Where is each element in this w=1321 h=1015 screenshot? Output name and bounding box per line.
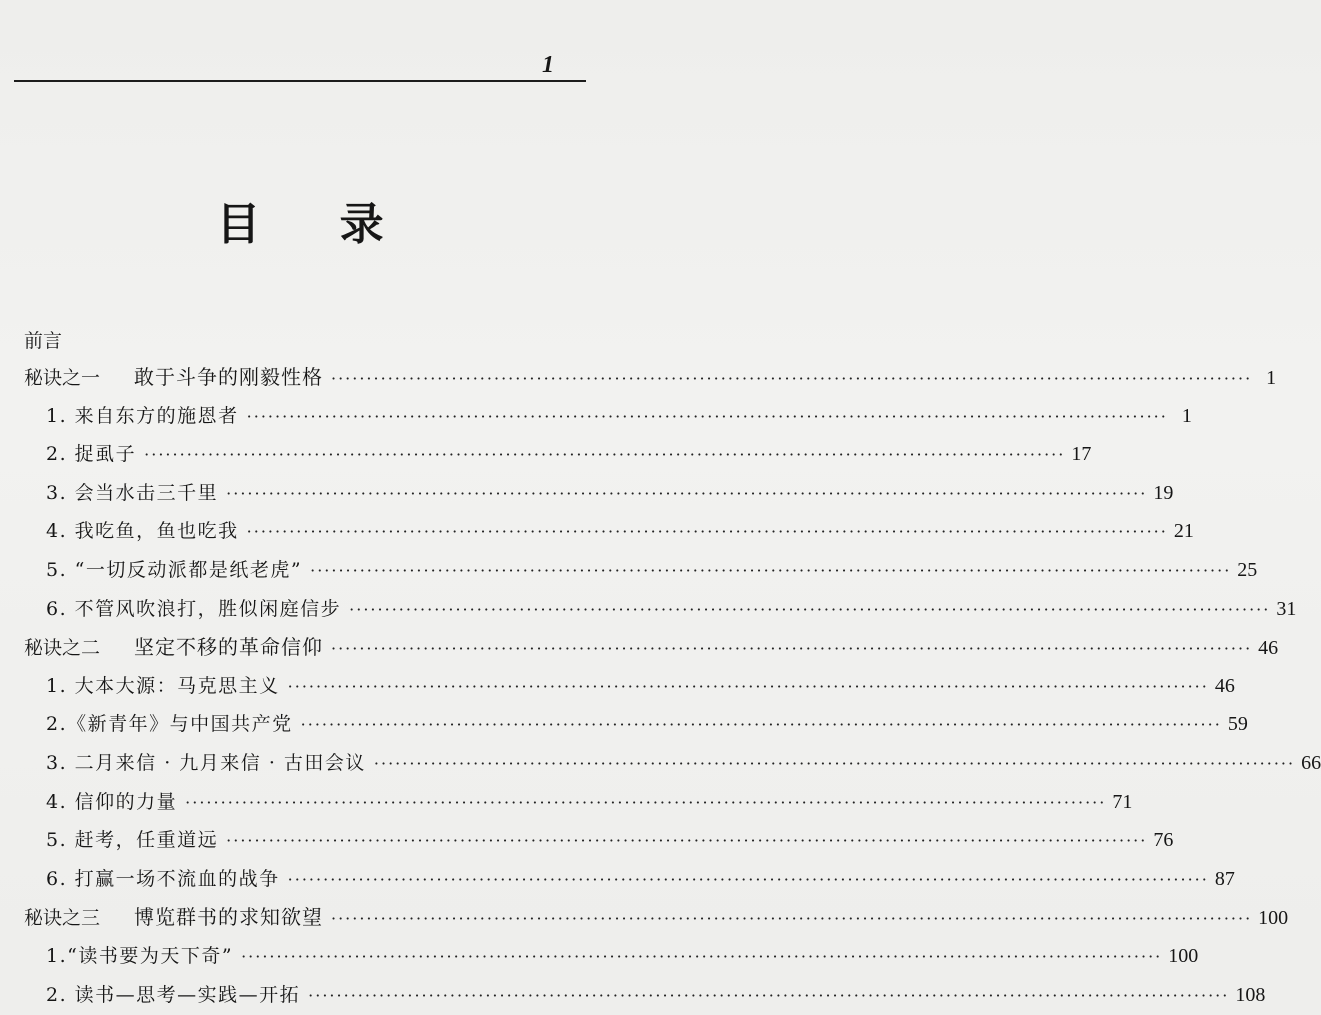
toc-entry-title: 2.《新青年》与中国共产党 <box>46 705 293 744</box>
toc-page-number: 87 <box>1215 860 1235 899</box>
toc-entry-title: 1.“读书要为天下奇” <box>46 937 233 976</box>
toc-entry[interactable] <box>24 705 558 744</box>
toc-page-number: 66 <box>1301 744 1321 783</box>
toc-entry[interactable] <box>24 512 558 551</box>
toc-entry[interactable] <box>24 474 558 513</box>
toc-page-number: 59 <box>1228 705 1248 744</box>
toc-page-number: 100 <box>1168 937 1198 976</box>
toc-page-number: 1 <box>1258 359 1276 398</box>
toc-dot-leader <box>241 938 1162 977</box>
toc-entry[interactable] <box>24 397 558 436</box>
toc-entry[interactable] <box>24 937 558 976</box>
toc-list <box>24 358 558 1014</box>
toc-page-number: 46 <box>1258 629 1278 668</box>
toc-entry-title: 坚定不移的革命信仰 <box>134 628 323 667</box>
toc-entry-title: 6. 打赢一场不流血的战争 <box>46 860 280 899</box>
toc-section-entry[interactable] <box>24 358 558 397</box>
toc-entry-title: 敢于斗争的刚毅性格 <box>134 358 323 397</box>
toc-page-number: 19 <box>1153 474 1173 513</box>
toc-page-number: 71 <box>1112 783 1132 822</box>
toc-entry-title: 5. 赶考，任重道远 <box>46 821 218 860</box>
toc-entry-title: 1. 大本大源：马克思主义 <box>46 667 280 706</box>
toc-dot-leader <box>331 630 1252 669</box>
toc-entry-title: 博览群书的求知欲望 <box>134 898 323 937</box>
toc-page-number: 46 <box>1215 667 1235 706</box>
toc-dot-leader <box>288 861 1209 900</box>
toc-entry[interactable] <box>24 783 558 822</box>
toc-section-number: 秘诀之一 <box>24 359 134 398</box>
toc-entry[interactable] <box>24 976 558 1015</box>
toc-entry-title: 5. “一切反动派都是纸老虎” <box>46 551 302 590</box>
toc-page-number: 100 <box>1258 899 1288 938</box>
toc-dot-leader <box>247 398 1168 437</box>
toc-section-entry[interactable] <box>24 628 558 667</box>
toc-entry[interactable] <box>24 821 558 860</box>
toc-dot-leader <box>349 591 1270 630</box>
toc-title: 目 录 <box>0 188 600 252</box>
toc-entry[interactable] <box>24 744 558 783</box>
toc-page-number: 17 <box>1071 435 1091 474</box>
toc-section-number: 秘诀之三 <box>24 899 134 938</box>
toc-dot-leader <box>301 706 1222 745</box>
toc-dot-leader <box>308 977 1229 1015</box>
toc-entry-title: 3. 会当水击三千里 <box>46 474 218 513</box>
toc-section-number: 秘诀之二 <box>24 629 134 668</box>
toc-entry[interactable] <box>24 667 558 706</box>
page-number: 1 <box>542 52 554 79</box>
toc-dot-leader <box>144 436 1065 475</box>
toc-entry-title: 1. 来自东方的施恩者 <box>46 397 239 436</box>
toc-page-number: 31 <box>1276 590 1296 629</box>
toc-entry[interactable] <box>24 590 558 629</box>
toc-entry-title: 4. 我吃鱼，鱼也吃我 <box>46 512 239 551</box>
toc-entry-title: 3. 二月来信 · 九月来信 · 古田会议 <box>46 744 366 783</box>
toc-section-entry[interactable] <box>24 898 558 937</box>
header-rule <box>14 80 586 82</box>
toc-preface-link[interactable]: 前言 <box>24 326 62 353</box>
toc-dot-leader <box>310 552 1231 591</box>
toc-dot-leader <box>331 360 1252 399</box>
toc-dot-leader <box>288 668 1209 707</box>
toc-page-number: 108 <box>1235 976 1265 1015</box>
toc-entry-title: 6. 不管风吹浪打，胜似闲庭信步 <box>46 590 341 629</box>
toc-entry[interactable] <box>24 551 558 590</box>
toc-entry[interactable] <box>24 860 558 899</box>
toc-dot-leader <box>247 513 1168 552</box>
toc-dot-leader <box>185 784 1106 823</box>
toc-page-number: 76 <box>1153 821 1173 860</box>
toc-page-number: 25 <box>1237 551 1257 590</box>
toc-dot-leader <box>374 745 1295 784</box>
toc-dot-leader <box>226 475 1147 514</box>
toc-entry-title: 2. 读书—思考—实践—开拓 <box>46 976 300 1015</box>
toc-dot-leader <box>331 900 1252 939</box>
toc-dot-leader <box>226 822 1147 861</box>
toc-entry[interactable] <box>24 435 558 474</box>
toc-page-number: 21 <box>1174 512 1194 551</box>
toc-entry-title: 2. 捉虱子 <box>46 435 136 474</box>
toc-entry-title: 4. 信仰的力量 <box>46 783 177 822</box>
toc-page-number: 1 <box>1174 397 1192 436</box>
